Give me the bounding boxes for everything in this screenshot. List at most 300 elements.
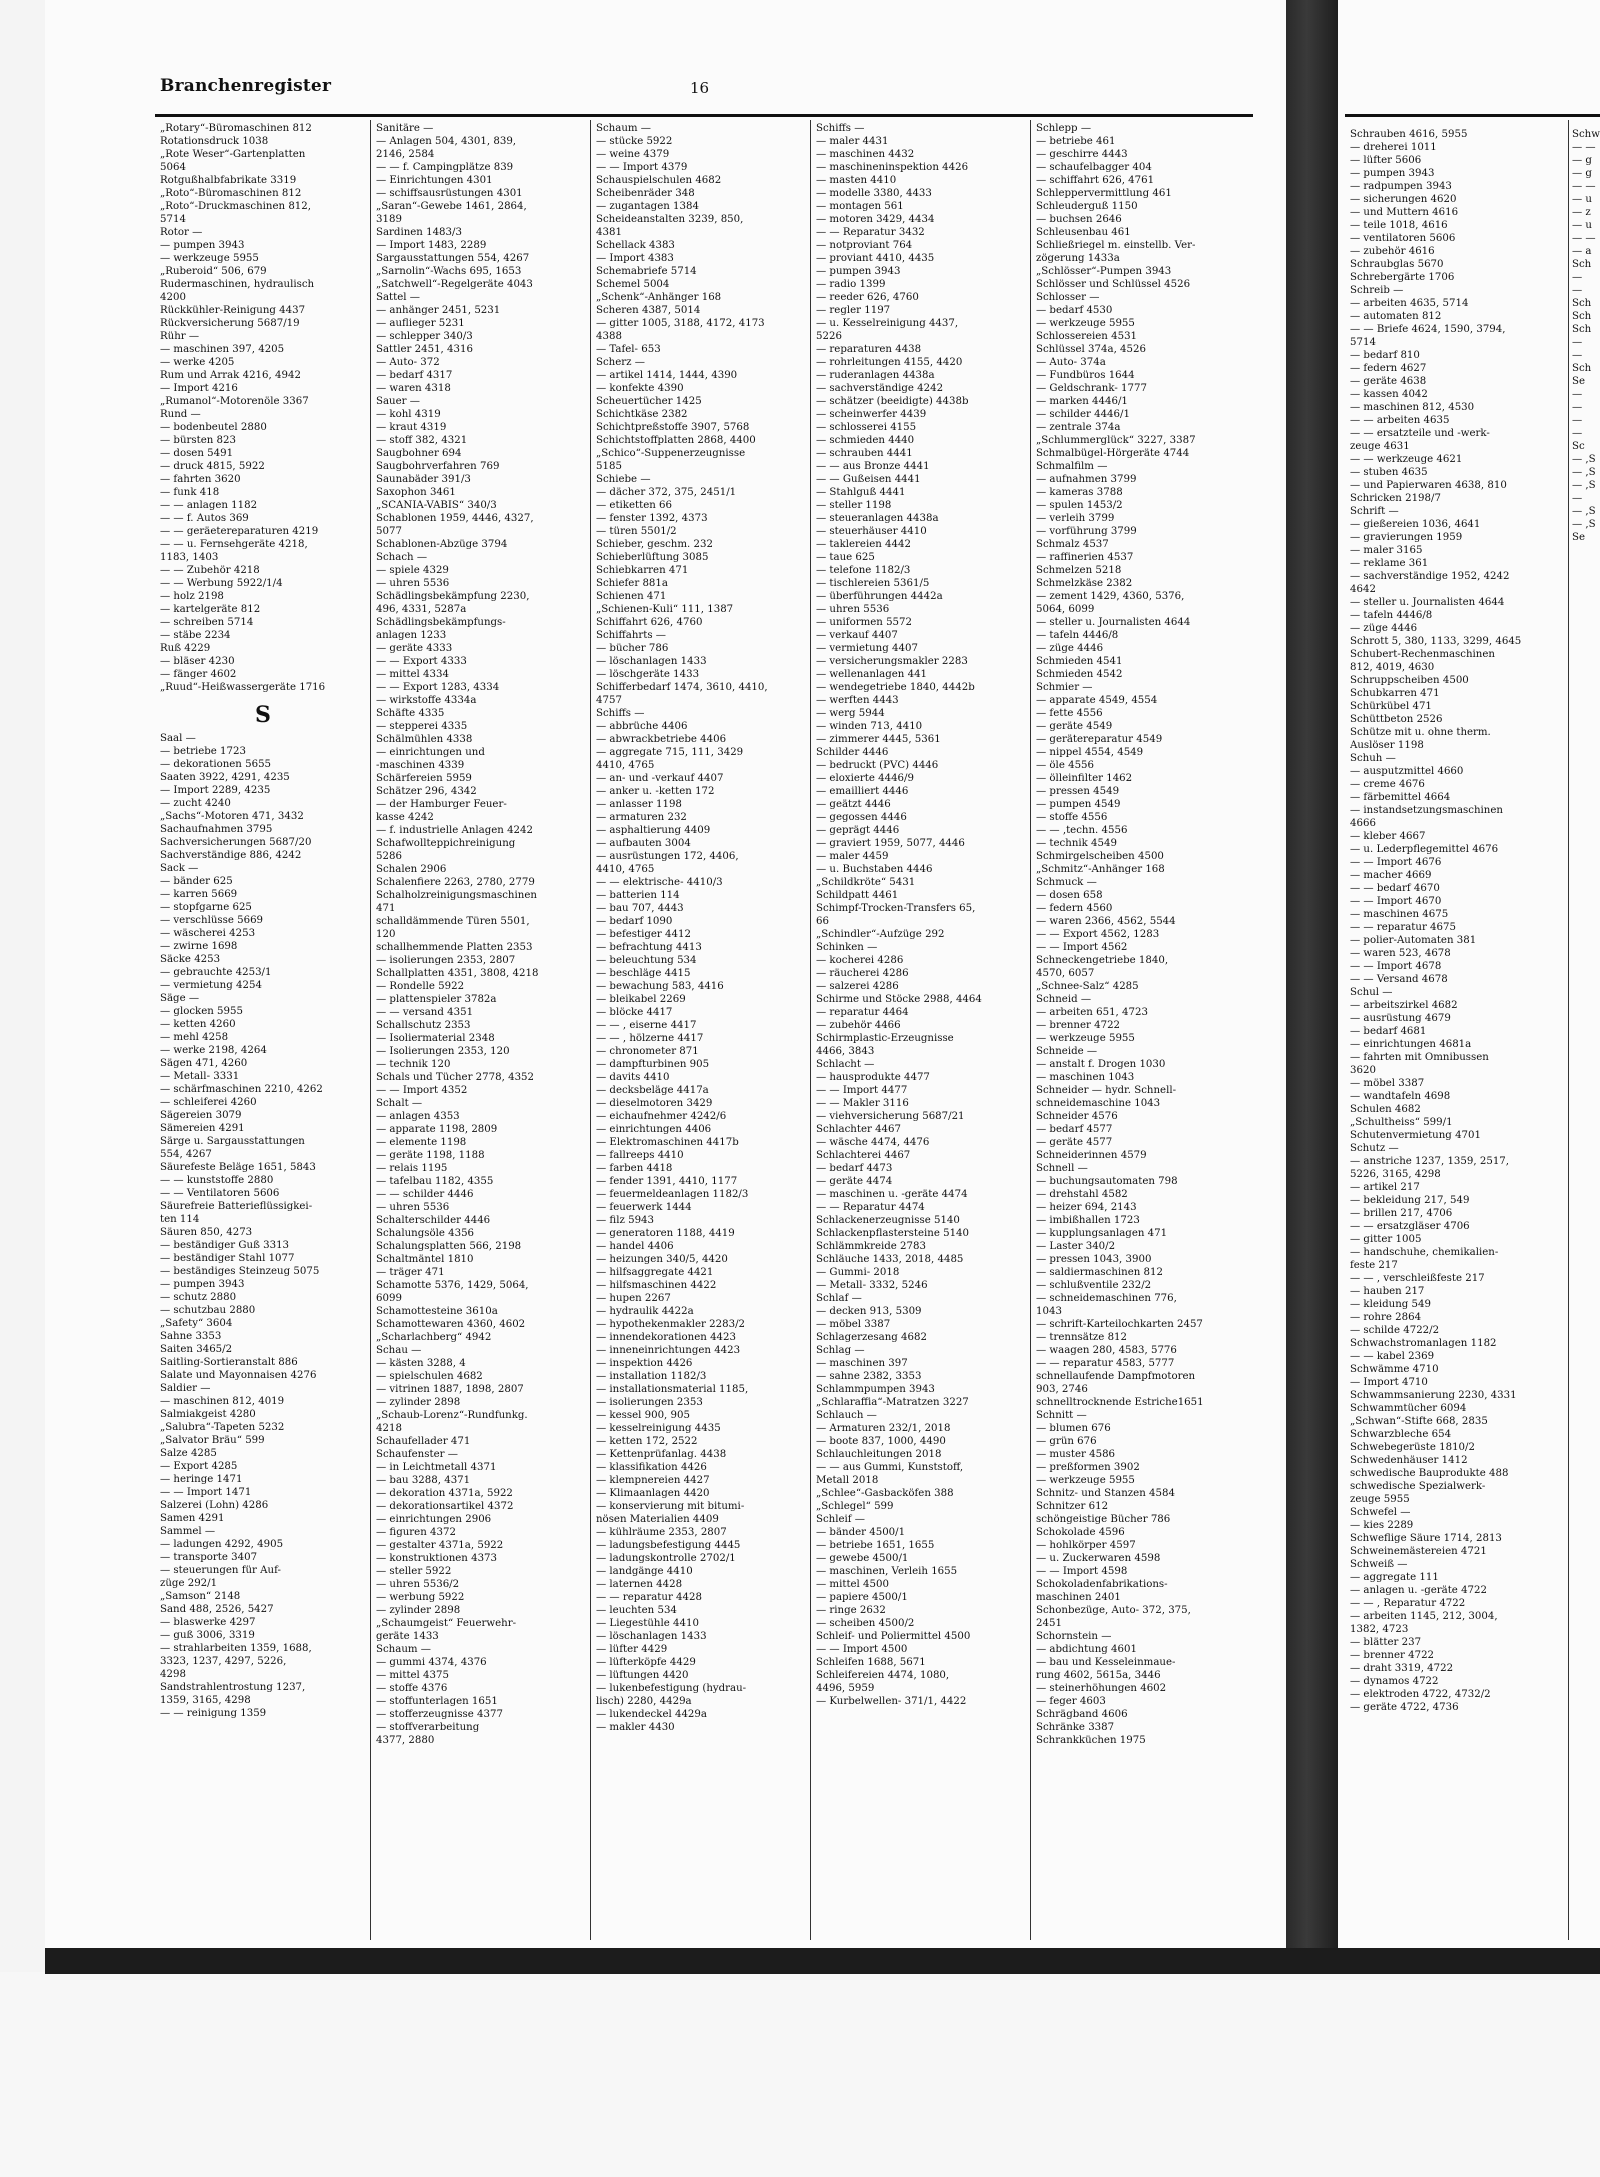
index-entry: Rotor —: [160, 227, 203, 238]
index-entry: Säcke 4253: [160, 954, 221, 965]
index-entry: — — Import 4477: [816, 1085, 908, 1096]
index-entry: Schalt —: [376, 1098, 423, 1109]
index-entry: — elektroden 4722, 4732/2: [1350, 1689, 1491, 1700]
index-entry: Schamottesteine 3610a: [376, 1306, 498, 1317]
index-entry: — aggregate 715, 111, 3429: [596, 747, 744, 758]
index-entry: — makler 4430: [596, 1722, 675, 1733]
index-entry: Schließriegel m. einstellb. Ver-: [1036, 240, 1196, 251]
index-entry: — auflieger 5231: [376, 318, 465, 329]
index-entry: Schichtpreßstoffe 3907, 5768: [596, 422, 750, 433]
index-entry: — wäscherei 4253: [160, 928, 256, 939]
index-entry: Schaufenster —: [376, 1449, 458, 1460]
index-entry: Rühr —: [160, 331, 200, 342]
index-entry: — einrichtungen und: [376, 747, 485, 758]
index-entry: — — versand 4351: [376, 1007, 474, 1018]
index-entry: — spulen 1453/2: [1036, 500, 1123, 511]
index-entry: — dächer 372, 375, 2451/1: [596, 487, 737, 498]
index-entry: 5077: [376, 526, 402, 537]
index-entry: Schifferbedarf 1474, 3610, 4410,: [596, 682, 768, 693]
index-entry: Schneider — hydr. Schnell-: [1036, 1085, 1177, 1096]
index-column-6: [1350, 128, 1564, 1958]
index-entry: — maschinen u. -geräte 4474: [816, 1189, 968, 1200]
index-entry: Schädlingsbekämpfungs-: [376, 617, 506, 628]
index-entry: — schreiben 5714: [160, 617, 254, 628]
index-entry: Schallschutz 2353: [376, 1020, 471, 1031]
index-entry: Schlauch —: [816, 1410, 877, 1421]
index-entry: — bedarf 4317: [376, 370, 453, 381]
index-entry: anlagen 1233: [376, 630, 447, 641]
index-entry: — kocherei 4286: [816, 955, 904, 966]
index-entry: — klempnereien 4427: [596, 1475, 710, 1486]
index-entry: — fenster 1392, 4373: [596, 513, 708, 524]
index-entry: Schals und Tücher 2778, 4352: [376, 1072, 535, 1083]
index-entry: — relais 1195: [376, 1163, 448, 1174]
index-entry: — kartelgeräte 812: [160, 604, 261, 615]
index-entry: — einrichtungen 4681a: [1350, 1039, 1472, 1050]
index-entry: Sattler 2451, 4316: [376, 344, 473, 355]
index-entry: — maler 3165: [1350, 545, 1423, 556]
index-entry: Saxophon 3461: [376, 487, 456, 498]
index-entry: — uhren 5536: [816, 604, 890, 615]
index-entry: — zylinder 2898: [376, 1397, 461, 1408]
index-entry: — brenner 4722: [1350, 1650, 1435, 1661]
index-entry: — sachverständige 1952, 4242: [1350, 571, 1510, 582]
index-entry: 4218: [376, 1423, 402, 1434]
index-entry: — ladungsbefestigung 4445: [596, 1540, 741, 1551]
index-entry: — bedarf 4530: [1036, 305, 1113, 316]
index-entry: — ladungen 4292, 4905: [160, 1539, 284, 1550]
index-entry: Sack —: [160, 863, 199, 874]
index-entry: — — reinigung 1359: [160, 1708, 267, 1719]
index-entry: Säuren 850, 4273: [160, 1227, 253, 1238]
index-entry: Schreib —: [1350, 285, 1404, 296]
index-entry: Schnitzer 612: [1036, 1501, 1109, 1512]
index-entry: — generatoren 1188, 4419: [596, 1228, 735, 1239]
index-entry: —: [1572, 350, 1583, 361]
index-entry: Schränke 3387: [1036, 1722, 1115, 1733]
index-entry: — maschinen 812, 4530: [1350, 402, 1475, 413]
index-entry: — maschinen 812, 4019: [160, 1396, 285, 1407]
index-entry: Schiffs —: [816, 123, 865, 134]
index-entry: — Metall- 3331: [160, 1071, 240, 1082]
index-entry: — g: [1572, 168, 1592, 179]
index-entry: Schirmplastic-Erzeugnisse: [816, 1033, 954, 1044]
index-entry: — spiele 4329: [376, 565, 449, 576]
index-entry: Schwammsanierung 2230, 4331: [1350, 1390, 1517, 1401]
index-entry: Schaufellader 471: [376, 1436, 471, 1447]
index-entry: — mittel 4500: [816, 1579, 889, 1590]
index-entry: maschinen 2401: [1036, 1592, 1121, 1603]
index-entry: — gießereien 1036, 4641: [1350, 519, 1481, 530]
index-entry: — Geldschrank- 1777: [1036, 383, 1147, 394]
book-gutter: [1286, 0, 1338, 1972]
index-entry: zeuge 5955: [1350, 1494, 1410, 1505]
index-entry: Rund —: [160, 409, 201, 420]
index-entry: — sicherungen 4620: [1350, 194, 1457, 205]
index-entry: „Schwan“-Stifte 668, 2835: [1350, 1416, 1488, 1427]
index-entry: — — Reparatur 3432: [816, 227, 925, 238]
index-entry: — blumen 676: [1036, 1423, 1111, 1434]
index-entry: Schrift —: [1350, 506, 1399, 517]
index-entry: — davits 4410: [596, 1072, 670, 1083]
index-entry: — steuerhäuser 4410: [816, 526, 927, 537]
index-entry: — pressen 4549: [1036, 786, 1120, 797]
index-entry: zeuge 4631: [1350, 441, 1410, 452]
index-entry: — Isolierungen 2353, 120: [376, 1046, 510, 1057]
index-entry: Säge —: [160, 993, 200, 1004]
index-entry: — pumpen 3943: [160, 240, 245, 251]
index-entry: — beständiger Stahl 1077: [160, 1253, 295, 1264]
index-entry: — maschinen 4432: [816, 149, 915, 160]
index-entry: Schmieden 4541: [1036, 656, 1123, 667]
index-entry: — brenner 4722: [1036, 1020, 1121, 1031]
index-entry: — nippel 4554, 4549: [1036, 747, 1144, 758]
index-entry: Rückkühler-Reinigung 4437: [160, 305, 306, 316]
index-entry: — schlepper 340/3: [376, 331, 473, 342]
index-entry: „Satchwell“-Regelgeräte 4043: [376, 279, 533, 290]
index-entry: — chronometer 871: [596, 1046, 699, 1057]
index-entry: — zubehör 4616: [1350, 246, 1435, 257]
index-entry: — — werkzeuge 4621: [1350, 454, 1463, 465]
index-entry: Schonbezüge, Auto- 372, 375,: [1036, 1605, 1191, 1616]
index-entry: Sattel —: [376, 292, 420, 303]
index-entry: Schlachterei 4467: [816, 1150, 911, 1161]
index-entry: schneidemaschine 1043: [1036, 1098, 1161, 1109]
index-entry: — gitter 1005, 3188, 4172, 4173: [596, 318, 765, 329]
index-entry: Schnitz- und Stanzen 4584: [1036, 1488, 1175, 1499]
index-entry: — artikel 217: [1350, 1182, 1420, 1193]
index-entry: — in Leichtmetall 4371: [376, 1462, 497, 1473]
index-entry: — dampfturbinen 905: [596, 1059, 710, 1070]
index-entry: — beständiger Guß 3313: [160, 1240, 290, 1251]
index-entry: Schleppervermittlung 461: [1036, 188, 1172, 199]
index-entry: — batterien 114: [596, 890, 680, 901]
index-entry: Schäfte 4335: [376, 708, 445, 719]
index-entry: — werg 5944: [816, 708, 885, 719]
index-entry: — g: [1572, 155, 1592, 166]
index-entry: — papiere 4500/1: [816, 1592, 908, 1603]
index-entry: Salze 4285: [160, 1448, 217, 1459]
index-entry: — werkzeuge 5955: [1036, 1475, 1135, 1486]
index-entry: — creme 4676: [1350, 779, 1425, 790]
index-entry: zögerung 1433a: [1036, 253, 1120, 264]
index-entry: — ringe 2632: [816, 1605, 886, 1616]
index-entry: — wellenanlagen 441: [816, 669, 928, 680]
index-entry: — zylinder 2898: [376, 1605, 461, 1616]
index-entry: „Ruberoid“ 506, 679: [160, 266, 267, 277]
index-entry: — leuchten 534: [596, 1605, 677, 1616]
index-entry: „Schnee-Salz“ 4285: [1036, 981, 1139, 992]
index-entry: — farben 4418: [596, 1163, 673, 1174]
index-column-1: [160, 122, 366, 1952]
index-entry: — —: [1572, 233, 1596, 244]
index-entry: 4410, 4765: [596, 864, 655, 875]
index-entry: — Einrichtungen 4301: [376, 175, 493, 186]
index-entry: — elemente 1198: [376, 1137, 467, 1148]
index-entry: — schilde 4722/2: [1350, 1325, 1440, 1336]
index-entry: — ölleinfilter 1462: [1036, 773, 1133, 784]
index-entry: Schallplatten 4351, 3808, 4218: [376, 968, 539, 979]
index-entry: Sachversicherungen 5687/20: [160, 837, 312, 848]
index-entries-r: [160, 122, 366, 694]
index-entry: — u. Kesselreinigung 4437,: [816, 318, 959, 329]
index-entry: Schälmühlen 4338: [376, 734, 473, 745]
index-entry: — druck 4815, 5922: [160, 461, 265, 472]
index-entry: — — Import 4676: [1350, 857, 1442, 868]
index-entry: — schilder 4446/1: [1036, 409, 1130, 420]
index-entry: — hilfsaggregate 4421: [596, 1267, 714, 1278]
index-entry: Sardinen 1483/3: [376, 227, 462, 238]
index-entry: 5286: [376, 851, 402, 862]
index-entry: — stücke 5922: [596, 136, 673, 147]
index-entry: — — schilder 4446: [376, 1189, 474, 1200]
index-entry: — zugantagen 1384: [596, 201, 699, 212]
index-entry: — — , Reparatur 4722: [1350, 1598, 1466, 1609]
index-entry: — bedruckt (PVC) 4446: [816, 760, 939, 771]
index-entry: — asphaltierung 4409: [596, 825, 711, 836]
index-entry: Schichtstoffplatten 2868, 4400: [596, 435, 756, 446]
index-entry: — fender 1391, 4410, 1177: [596, 1176, 738, 1187]
index-entry: — bau 3288, 4371: [376, 1475, 471, 1486]
index-entry: — stopfgarne 625: [160, 902, 252, 913]
index-entry: — — f. Campingplätze 839: [376, 162, 514, 173]
index-entry: — dekorationsartikel 4372: [376, 1501, 514, 1512]
index-entry: — buchungsautomaten 798: [1036, 1176, 1178, 1187]
index-entry: — glocken 5955: [160, 1006, 243, 1017]
index-entry: — ausputzmittel 4660: [1350, 766, 1464, 777]
index-entry: — lukenbefestigung (hydrau-: [596, 1683, 747, 1694]
index-entry: — — Reparatur 4474: [816, 1202, 925, 1213]
index-entry: — — Import 4598: [1036, 1566, 1128, 1577]
index-entry: — räucherei 4286: [816, 968, 909, 979]
index-entry: — isolierungen 2353, 2807: [376, 955, 516, 966]
index-entry: — gravierungen 1959: [1350, 532, 1463, 543]
index-entry: — — aus Gummi, Kunststoff,: [816, 1462, 964, 1473]
index-entry: Schlammpumpen 3943: [816, 1384, 935, 1395]
index-entry: — kleber 4667: [1350, 831, 1426, 842]
index-entry: — schleiferei 4260: [160, 1097, 257, 1108]
index-entry: — — ersatzteile und -werk-: [1350, 428, 1490, 439]
index-entry: Schalholzreinigungsmaschinen: [376, 890, 537, 901]
index-entry: Rum und Arrak 4216, 4942: [160, 370, 301, 381]
index-entry: Schleusenbau 461: [1036, 227, 1131, 238]
index-entry: — ketten 4260: [160, 1019, 236, 1030]
index-entry: Saldier —: [160, 1383, 211, 1394]
index-entry: — Import 2289, 4235: [160, 785, 271, 796]
index-entry: — schutz 2880: [160, 1292, 237, 1303]
index-entry: — gewebe 4500/1: [816, 1553, 909, 1564]
index-entry: — taue 625: [816, 552, 875, 563]
index-entry: Schutenvermietung 4701: [1350, 1130, 1481, 1141]
index-entry: Schornstein —: [1036, 1631, 1112, 1642]
index-entry: Schokoladenfabrikations-: [1036, 1579, 1168, 1590]
index-entry: Schnitt —: [1036, 1410, 1087, 1421]
index-entry: Sch: [1572, 298, 1592, 309]
index-entry: — pressen 1043, 3900: [1036, 1254, 1152, 1265]
header-rule-right-page: [1345, 114, 1600, 117]
index-entry: — Rondelle 5922: [376, 981, 465, 992]
index-entry: — weine 4379: [596, 149, 670, 160]
index-entry: „Ruud“-Heißwassergeräte 1716: [160, 682, 326, 693]
index-entry: 1043: [1036, 1306, 1062, 1317]
index-entry: — etiketten 66: [596, 500, 672, 511]
index-entry: — — kabel 2369: [1350, 1351, 1435, 1362]
index-entry: Schlachter 4467: [816, 1124, 902, 1135]
index-entry: nösen Materialien 4409: [596, 1514, 719, 1525]
index-entry: — maler 4459: [816, 851, 889, 862]
index-entry: — mehl 4258: [160, 1032, 229, 1043]
index-entry: — — Import 4500: [816, 1644, 908, 1655]
index-entry: Schleif- und Poliermittel 4500: [816, 1631, 971, 1642]
index-entry: Schwedenhäuser 1412: [1350, 1455, 1468, 1466]
index-entry: — gummi 4374, 4376: [376, 1657, 487, 1668]
index-entry: — raffinerien 4537: [1036, 552, 1134, 563]
index-entry: Scheren 4387, 5014: [596, 305, 701, 316]
index-entry: „Salvator Bräu“ 599: [160, 1435, 265, 1446]
index-entry: Schricken 2198/7: [1350, 493, 1441, 504]
index-entry: — kästen 3288, 4: [376, 1358, 466, 1369]
index-entry: Saitling-Sortieranstalt 886: [160, 1357, 298, 1368]
index-entry: — bürsten 823: [160, 435, 236, 446]
index-entry: — geräte 4333: [376, 643, 453, 654]
index-entry: 5226: [816, 331, 842, 342]
index-entry: — der Hamburger Feuer-: [376, 799, 507, 810]
index-entry: Rotgußhalbfabrikate 3319: [160, 175, 297, 186]
index-entry: kasse 4242: [376, 812, 434, 823]
index-entry: — arbeiten 1145, 212, 3004,: [1350, 1611, 1498, 1622]
index-entry: — —: [1572, 142, 1596, 153]
index-entry: — zwirne 1698: [160, 941, 238, 952]
index-entry: Metall 2018: [816, 1475, 879, 1486]
index-entry: Salzerei (Lohn) 4286: [160, 1500, 269, 1511]
index-entry: — kassen 4042: [1350, 389, 1428, 400]
index-entry: Sahne 3353: [160, 1331, 222, 1342]
index-entry: — blätter 237: [1350, 1637, 1422, 1648]
index-entry: — Elektromaschinen 4417b: [596, 1137, 739, 1148]
index-entry: — steller 5922: [376, 1566, 452, 1577]
index-entry: 2146, 2584: [376, 149, 435, 160]
index-entry: — Fundbüros 1644: [1036, 370, 1135, 381]
index-entry: Sachaufnahmen 3795: [160, 824, 273, 835]
index-entry: — — reparatur 4583, 5777: [1036, 1358, 1175, 1369]
index-entry: — schmieden 4440: [816, 435, 915, 446]
index-entry: — kraut 4319: [376, 422, 447, 433]
index-entry: Schmirgelscheiben 4500: [1036, 851, 1164, 862]
index-entry: — Tafel- 653: [596, 344, 661, 355]
index-entry: — öle 4556: [1036, 760, 1095, 771]
index-entry: Schamotte 5376, 1429, 5064,: [376, 1280, 529, 1291]
index-entry: — kesselreinigung 4435: [596, 1423, 721, 1434]
index-entry: — waren 2366, 4562, 5544: [1036, 916, 1176, 927]
index-entry: — kameras 3788: [1036, 487, 1123, 498]
index-entry: 4570, 6057: [1036, 968, 1095, 979]
index-entry: 2451: [1036, 1618, 1062, 1629]
index-entry: — schärfmaschinen 2210, 4262: [160, 1084, 323, 1095]
index-entry: „Scharlachberg“ 4942: [376, 1332, 492, 1343]
index-entry: Schwebegerüste 1810/2: [1350, 1442, 1475, 1453]
index-entry: Schnell —: [1036, 1163, 1088, 1174]
index-column-5: [1036, 122, 1282, 1952]
index-entry: Schiebe —: [596, 474, 651, 485]
index-entry: Schalenfiere 2263, 2780, 2779: [376, 877, 535, 888]
index-entry: — masten 4410: [816, 175, 897, 186]
index-entry: — installation 1182/3: [596, 1371, 707, 1382]
index-entry: — vermietung 4407: [816, 643, 918, 654]
header-rule: [155, 114, 1253, 117]
index-entry: — ventilatoren 5606: [1350, 233, 1456, 244]
index-entry: Schweflige Säure 1714, 2813: [1350, 1533, 1502, 1544]
index-entry: Schlaf —: [816, 1293, 862, 1304]
index-entry: — drehstahl 4582: [1036, 1189, 1128, 1200]
index-entry: — steinerhöhungen 4602: [1036, 1683, 1167, 1694]
index-entry: —: [1572, 389, 1583, 400]
index-entry: — — Ventilatoren 5606: [160, 1188, 280, 1199]
index-entry: — f. industrielle Anlagen 4242: [376, 825, 534, 836]
index-entry: — werkzeuge 5955: [1036, 1033, 1135, 1044]
index-entry: — technik 4549: [1036, 838, 1117, 849]
index-entry: ten 114: [160, 1214, 200, 1225]
index-entry: — dekoration 4371a, 5922: [376, 1488, 513, 1499]
index-entry: — maschinen, Verleih 1655: [816, 1566, 958, 1577]
index-entry: — decken 913, 5309: [816, 1306, 922, 1317]
index-entry: — bänder 4500/1: [816, 1527, 906, 1538]
index-entry: „Schlösser“-Pumpen 3943: [1036, 266, 1172, 277]
index-entry: — a: [1572, 246, 1592, 257]
index-entry: — geräte 4722, 4736: [1350, 1702, 1459, 1713]
index-entry: — holz 2198: [160, 591, 224, 602]
index-entry: — u: [1572, 194, 1592, 205]
index-entry: Schutz —: [1350, 1143, 1399, 1154]
index-entry: — rohre 2864: [1350, 1312, 1422, 1323]
index-entry: — wäsche 4474, 4476: [816, 1137, 930, 1148]
index-entry: 1183, 1403: [160, 552, 219, 563]
index-entry: Schiffahrts —: [596, 630, 666, 641]
index-entry: Schlämmkreide 2783: [816, 1241, 926, 1252]
index-entry: — u. Zuckerwaren 4598: [1036, 1553, 1161, 1564]
index-entry: — betriebe 1723: [160, 746, 246, 757]
index-entry: — uhren 5536: [376, 1202, 450, 1213]
index-entry: schnelltrocknende Estriche1651: [1036, 1397, 1204, 1408]
index-entry: „Roto“-Büromaschinen 812: [160, 188, 302, 199]
index-entry: — viehversicherung 5687/21: [816, 1111, 965, 1122]
index-entry: Schlauchleitungen 2018: [816, 1449, 942, 1460]
index-entry: geräte 1433: [376, 1631, 439, 1642]
index-entry: — schlußventile 232/2: [1036, 1280, 1152, 1291]
index-entry: — gebrauchte 4253/1: [160, 967, 272, 978]
index-entry: — feuermeldeanlagen 1182/3: [596, 1189, 749, 1200]
index-entry: — betriebe 461: [1036, 136, 1116, 147]
index-entry: Schmier —: [1036, 682, 1093, 693]
index-entry: — werbung 5922: [376, 1592, 465, 1603]
index-entry: — fahrten mit Omnibussen: [1350, 1052, 1489, 1063]
index-entry: — schätzer (beeidigte) 4438b: [816, 396, 969, 407]
index-entry: — — elektrische- 4410/3: [596, 877, 723, 888]
index-entry: 5185: [596, 461, 622, 472]
index-entry: — — arbeiten 4635: [1350, 415, 1450, 426]
index-entry: — imbißhallen 1723: [1036, 1215, 1140, 1226]
index-entry: — Stahlguß 4441: [816, 487, 906, 498]
index-entry: — versicherungsmakler 2283: [816, 656, 968, 667]
index-entry: 4298: [160, 1669, 186, 1680]
index-entry: — scheiben 4500/2: [816, 1618, 915, 1629]
column-divider: [1030, 120, 1031, 1940]
index-entry: — tafeln 4446/8: [1350, 610, 1433, 621]
index-entry: Sanitäre —: [376, 123, 434, 134]
index-entry: — abbrüche 4406: [596, 721, 688, 732]
index-entry: Schieberlüftung 3085: [596, 552, 709, 563]
index-entry: —: [1572, 272, 1583, 283]
index-entry: Schafwollteppichreinigung: [376, 838, 516, 849]
